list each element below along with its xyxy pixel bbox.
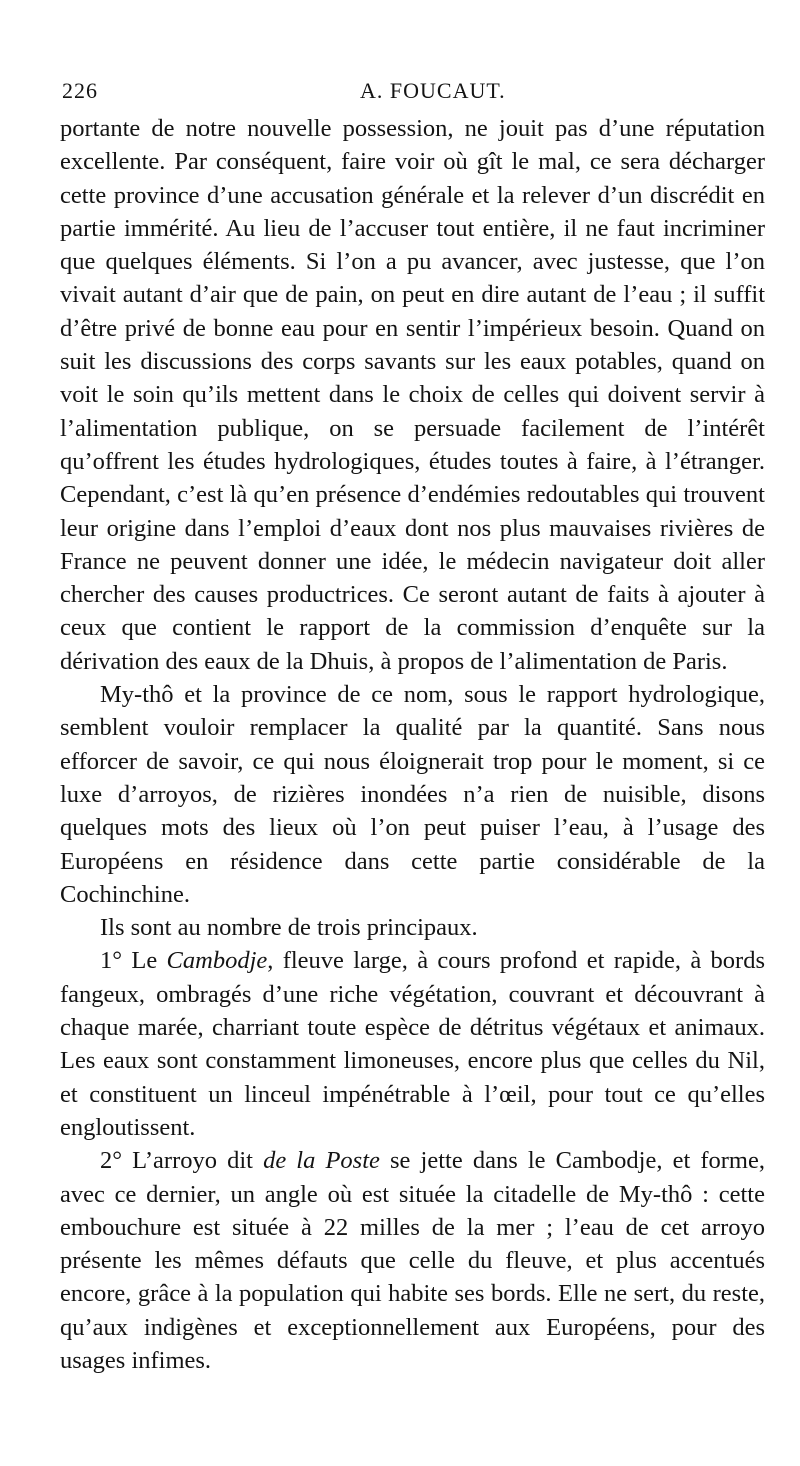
running-head-author: A. FOUCAUT. xyxy=(360,78,506,103)
book-page xyxy=(60,78,765,1377)
italic-arroyo-name: de la Poste xyxy=(263,1147,380,1175)
paragraph-2 xyxy=(60,678,765,911)
paragraph-text: 1° Le xyxy=(100,947,167,975)
paragraph-text: 2° L’arroyo dit xyxy=(100,1147,264,1175)
paragraph-4 xyxy=(60,944,765,1144)
page-number: 226 xyxy=(62,78,98,103)
paragraph-text: Ils sont au nombre de trois principaux. xyxy=(100,914,478,942)
paragraph-text: se jette dans le Cambodje, et forme, avec ce dernier, un angle où est située la citadelle de My-thô : cette embouchure est située à 22 milles de la mer ; l’eau de cet arroyo présente les mêmes défauts que celle du fleuve, et plus accentués encore, grâce à la population qui habite ses bords. Elle ne sert, du reste, qu’aux indigènes et exceptionnellement aux Européens, pour des usages infimes. xyxy=(60,1147,765,1374)
running-head xyxy=(60,78,765,112)
paragraph-1 xyxy=(60,112,765,678)
paragraph-3 xyxy=(60,911,765,944)
paragraph-text: portante de notre nouvelle possession, ne jouit pas d’une réputation excellente. Par conséquent, faire voir où gît le mal, ce sera décharger cette province d’une accusation générale et la relever d’un discrédit en partie immérité. Au lieu de l’accuser tout entière, il ne faut incriminer que quelques éléments. Si l’on a pu avancer, avec justesse, que l’on vivait autant d’air que de pain, on peut en dire autant de l’eau ; il suffit d’être privé de bonne eau pour en sentir l’impérieux besoin. Quand on suit les discussions des corps savants sur les eaux potables, quand on voit le soin qu’ils mettent dans le choix de celles qui doivent servir à l’alimentation publique, on se persuade facilement de l’intérêt qu’offrent les études hydrologiques, études toutes à faire, à l’étranger. Cependant, c’est là qu’en présence d’endémies redoutables qui trouvent leur origine dans l’emploi d’eaux dont nos plus mauvaises rivières de France ne peuvent donner une idée, le médecin navigateur doit aller chercher des causes productrices. Ce seront autant de faits à ajouter à ceux que contient le rapport de la commission d’enquête sur la dérivation des eaux de la Dhuis, à propos de l’alimentation de Paris. xyxy=(60,115,765,675)
paragraph-text: My-thô et la province de ce nom, sous le rapport hydrologique, semblent vouloir remplacer la qualité par la quantité. Sans nous efforcer de savoir, ce qui nous éloignerait trop pour le moment, si ce luxe d’arroyos, de rizières inondées n’a rien de nuisible, disons quelques mots des lieux où l’on peut puiser l’eau, à l’usage des Européens en résidence dans cette partie considérable de la Cochinchine. xyxy=(60,681,765,908)
body-text xyxy=(60,112,765,1377)
italic-river-name: Cambodje xyxy=(166,947,268,975)
paragraph-text: , fleuve large, à cours profond et rapide, à bords fangeux, ombragés d’une riche végétation, couvrant et découvrant à chaque marée, charriant toute espèce de détritus végétaux et animaux. Les eaux sont constamment limoneuses, encore plus que celles du Nil, et constituent un linceul impénétrable à l’œil, pour tout ce qu’elles engloutissent. xyxy=(60,947,765,1141)
paragraph-5 xyxy=(60,1144,765,1377)
